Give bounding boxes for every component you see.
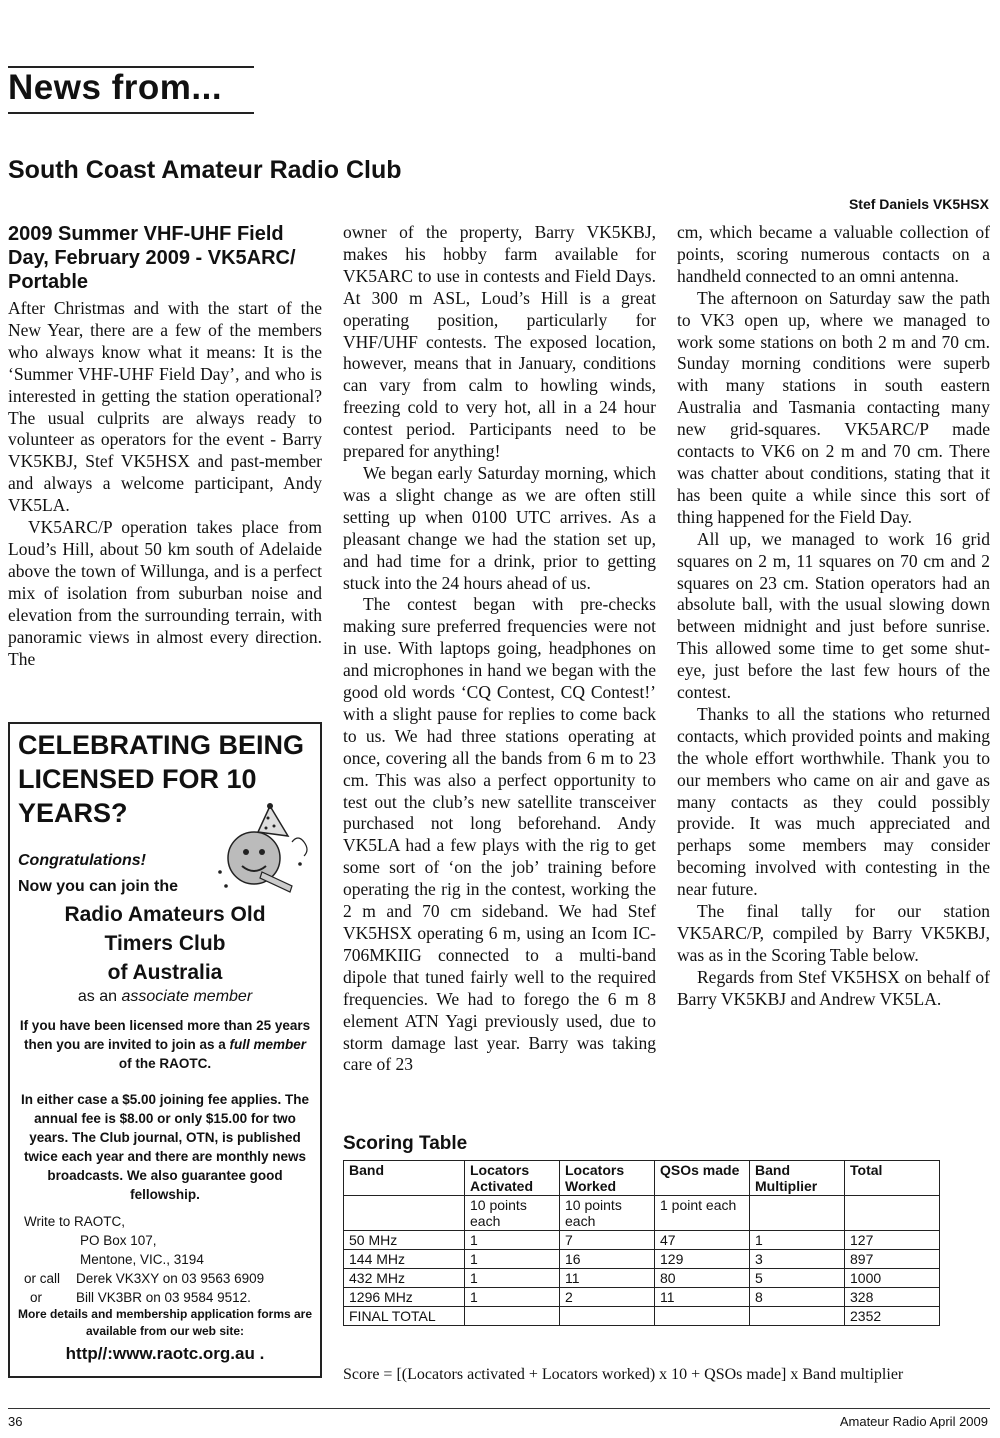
ad-full-member: full member [229, 1037, 307, 1052]
ad-headline-line: YEARS? [18, 798, 128, 828]
ad-or-call: or call [24, 1271, 61, 1286]
table-cell: 129 [655, 1250, 750, 1269]
table-cell: 16 [560, 1250, 655, 1269]
table-row [344, 1269, 940, 1288]
ad-or: or [30, 1290, 43, 1305]
table-cell: 11 [560, 1269, 655, 1288]
table-header-row [344, 1161, 940, 1196]
table-cell [750, 1196, 845, 1231]
header-cell: Locators Worked [560, 1161, 655, 1196]
score-formula: Score = [(Locators activated + Locators worked) x 10 + QSOs made] x Band multiplier [343, 1366, 904, 1383]
ad-join-text: Now you can join the [18, 878, 179, 895]
column-1 [8, 298, 322, 670]
page-number: 36 [8, 1414, 23, 1429]
table-cell: 432 MHz [344, 1269, 465, 1288]
scoring-table-title: Scoring Table [343, 1133, 468, 1154]
table-cell: 50 MHz [344, 1231, 465, 1250]
party-smiley-icon [210, 802, 310, 902]
table-cell: 47 [655, 1231, 750, 1250]
ad-website-link[interactable]: http//:www.raotc.org.au . [65, 1344, 265, 1363]
table-cell: 144 MHz [344, 1250, 465, 1269]
ad-headline-line: CELEBRATING BEING [18, 730, 305, 760]
table-cell [655, 1307, 750, 1326]
header-rule-bottom [8, 112, 254, 114]
ad-headline-line: LICENSED FOR 10 [18, 764, 257, 794]
ad-associate-text [10, 988, 320, 1006]
ad-associate-prefix: as an [77, 988, 117, 1005]
table-final-row [344, 1307, 940, 1326]
ad-congratulations: Congratulations! [18, 852, 146, 869]
paragraph: The contest began with pre-checks making sure preferred frequencies were not in use. With laptops going, headphones on and microphones in hand we began with the good old words ‘CQ Contest, CQ Contest!’ with a slight pause for replies to come back to us. We had three stations operating at once, covering all the bands from 6 m to 23 cm. This was also a perfect opportunity to test out the club’s new satellite transceiver purchased not long beforehand. Andy VK5LA had a few plays with the rig to get some sort of ‘on the job’ training before operating the rig in the contest, working the 2 m and 70 cm sideband. We had Stef VK5HSX operating 6 m, using an Icom IC-706MKIIG connected to a multi-band dipole that tuned fairly well to the required frequencies. We had to forego the 6 m 8 element ATN Yagi previously used, due to storm damage last year. Barry was taking care of 23 [343, 594, 656, 1075]
table-cell: 127 [845, 1231, 940, 1250]
scoring-table [343, 1160, 940, 1326]
table-cell [750, 1307, 845, 1326]
paragraph: All up, we managed to work 16 grid squares on 2 m, 11 squares on 70 cm and 2 squares on 23 cm. Station operators had an absolute ball, with the usual slowing down between midnight and just before sunrise. This allowed some time to get some shut-eye, just before the last few hours of the contest. [677, 528, 990, 703]
ad-town: Mentone, VIC., 3194 [80, 1252, 204, 1267]
paragraph: We began early Saturday morning, which was a slight change as we are often still setting up when 0100 UTC arrives. As a pleasant change we had the station set up, and had time for a drink, prior to getting stuck into the 24 hours ahead of us. [343, 462, 656, 593]
column-2 [343, 222, 656, 1076]
column-3 [677, 222, 990, 1011]
table-cell [344, 1196, 465, 1231]
ad-associate-member: associate member [121, 988, 253, 1005]
ad-full-text-2: of the RAOTC. [118, 1056, 212, 1071]
table-cell: 1 [750, 1231, 845, 1250]
paragraph: cm, which became a valuable collection of points, scoring numerous contacts on a handheld connected to an omni antenna. [677, 222, 990, 286]
table-cell: 328 [845, 1288, 940, 1307]
table-cell: 11 [655, 1288, 750, 1307]
paragraph: After Christmas and with the start of the New Year, there are a few of the members who always know what it means: It is the ‘Summer VHF-UHF Field Day’, and who is interested in getting the station operational? The usual culprits are always ready to volunteer as operators for the event - Barry VK5KBJ, Stef VK5HSX and past-member and always a welcome participant, Andy VK5LA. [8, 298, 322, 516]
ad-full-member-text [16, 1016, 314, 1073]
table-cell: 2 [560, 1288, 655, 1307]
table-row [344, 1196, 940, 1231]
paragraph: Thanks to all the stations who returned contacts, which provided points and making the whole effort worthwhile. Thank you to our members who came on air and gave as many contacts as they could possibly provide. It was much appreciated and perhaps some members may consider becoming involved with contesting in the near future. [677, 703, 990, 900]
table-cell: 1296 MHz [344, 1288, 465, 1307]
table-cell: 3 [750, 1250, 845, 1269]
byline: Stef Daniels VK5HSX [848, 196, 989, 212]
header-cell: Band Multiplier [750, 1161, 845, 1196]
ad-fee-text: In either case a $5.00 joining fee applies. The annual fee is $8.00 or only $15.00 for two years. The Club journal, OTN, is published twice each year and there are monthly news broadcasts. We also guarantee good fellowship. [20, 1092, 310, 1202]
final-total-label: FINAL TOTAL [344, 1307, 465, 1326]
ad-call-bill: Bill VK3BR on 03 9584 9512. [76, 1290, 251, 1305]
table-cell: 10 points each [560, 1196, 655, 1231]
header-cell: QSOs made [655, 1161, 750, 1196]
ad-more-details: More details and membership application forms are available from our web site: [17, 1307, 313, 1338]
table-cell: 1 point each [655, 1196, 750, 1231]
table-cell: 1 [465, 1250, 560, 1269]
table-cell: 10 points each [465, 1196, 560, 1231]
ad-call-derek: Derek VK3XY on 03 9563 6909 [76, 1271, 265, 1286]
ad-club-name [10, 900, 320, 987]
table-cell: 5 [750, 1269, 845, 1288]
ad-write-to: Write to RAOTC, [24, 1214, 126, 1229]
table-cell: 8 [750, 1288, 845, 1307]
ad-full-text-1: If you have been licensed more than 25 years then you are invited to join as a [19, 1018, 311, 1052]
final-total-value: 2352 [845, 1307, 940, 1326]
table-cell: 897 [845, 1250, 940, 1269]
table-cell: 1000 [845, 1269, 940, 1288]
ad-club-line: Timers Club [104, 932, 226, 955]
article-heading: 2009 Summer VHF-UHF Field Day, February 2009 - VK5ARC/ Portable [8, 223, 296, 293]
paragraph: owner of the property, Barry VK5KBJ, makes his hobby farm available for VK5ARC to use in contests and Field Days. At 300 m ASL, Loud’s Hill is a great operating position, particularly for VHF/UHF contests. The exposed location, however, means that in January, conditions can vary from calm to howling winds, freezing cold to very hot, all in a 24 hour contest period. Participants need to be prepared for anything! [343, 222, 656, 462]
table-cell: 1 [465, 1231, 560, 1250]
table-row [344, 1231, 940, 1250]
paragraph: The final tally for our station VK5ARC/P, compiled by Barry VK5KBJ, was as in the Scoring Table below. [677, 901, 990, 965]
table-cell: 1 [465, 1288, 560, 1307]
table-cell: 80 [655, 1269, 750, 1288]
club-title: South Coast Amateur Radio Club [8, 156, 402, 184]
header-cell: Locators Activated [465, 1161, 560, 1196]
footer-rule [8, 1408, 990, 1409]
table-cell [845, 1196, 940, 1231]
ad-club-line: of Australia [107, 961, 223, 984]
table-row [344, 1250, 940, 1269]
raotc-advertisement [8, 722, 322, 1378]
table-cell: 1 [465, 1269, 560, 1288]
publication-info: Amateur Radio April 2009 [839, 1414, 988, 1429]
table-row [344, 1288, 940, 1307]
paragraph: Regards from Stef VK5HSX on behalf of Barry VK5KBJ and Andrew VK5LA. [677, 966, 990, 1009]
ad-contact-details [24, 1212, 265, 1307]
ad-po-box: PO Box 107, [80, 1233, 157, 1248]
ad-call-line-1 [24, 1269, 265, 1288]
table-cell: 7 [560, 1231, 655, 1250]
paragraph: The afternoon on Saturday saw the path to VK3 open up, where we managed to work some stations on both 2 m and 70 cm. Sunday morning conditions were superb with many stations in south eastern Australia and Tasmania contacting many new grid-squares. VK5ARC/P made contacts to VK6 on 2 m and 70 cm. There was chatter about conditions, stating that it has been quite a while since this sort of thing happened for the Field Day. [677, 287, 990, 527]
ad-call-line-2 [28, 1288, 264, 1307]
table-cell [465, 1307, 560, 1326]
header-cell: Total [845, 1161, 940, 1196]
section-title: News from... [8, 68, 223, 107]
paragraph: VK5ARC/P operation takes place from Loud’s Hill, about 50 km south of Adelaide above the town of Willunga, and is a perfect mix of isolation from suburban noise and elevation from the surrounding terrain, with panoramic views in almost every direction. The [8, 517, 322, 669]
table-cell [560, 1307, 655, 1326]
header-cell: Band [344, 1161, 465, 1196]
ad-club-line: Radio Amateurs Old [64, 903, 266, 926]
